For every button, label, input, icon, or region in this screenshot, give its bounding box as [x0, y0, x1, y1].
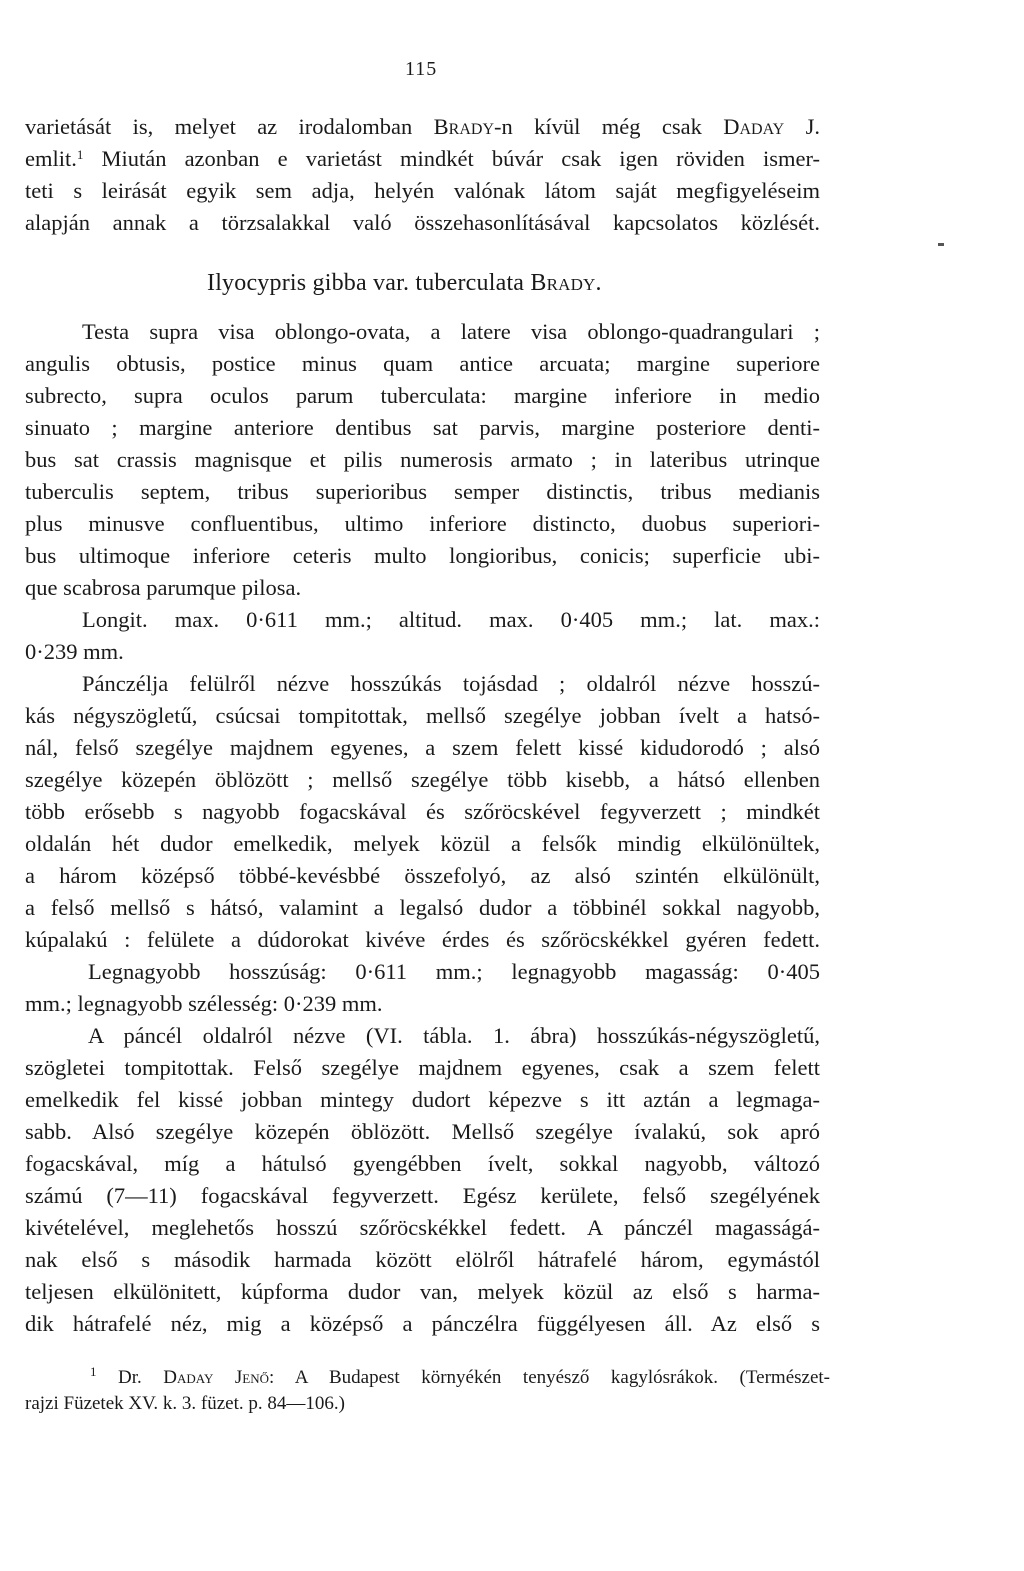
- species-author: Brady.: [530, 270, 602, 296]
- species-name: Ilyocypris gibba var. tuberculata: [207, 270, 531, 296]
- body-line: kivételével, meglehetős hosszú szőröcskékkel fedett. A pánczél magasságá-: [25, 1215, 820, 1240]
- body-line: Pánczélja felülről nézve hosszúkás tojásdad ; oldalról nézve hosszú-: [82, 671, 820, 696]
- body-line: teljesen elkülönitett, kúpforma dudor van, melyek közül az első s harma-: [25, 1279, 820, 1304]
- body-line: nak első s második harmada között elölről hátrafelé három, egymástól: [25, 1247, 820, 1272]
- body-line: oldalán hét dudor emelkedik, melyek közül a felsők mindig elkülönültek,: [25, 831, 820, 856]
- footnote-line: [90, 1366, 830, 1390]
- text-run: varietását is, melyet az irodalomban: [25, 114, 434, 139]
- body-line: bus ultimoque inferiore ceteris multo longioribus, conicis; superficie ubi-: [25, 543, 820, 568]
- body-line: kúpalakú : felülete a dúdorokat kivéve érdes és szőröcskékkel gyéren fedett.: [25, 927, 820, 952]
- body-line: plus minusve confluentibus, ultimo inferiore distincto, duobus superiori-: [25, 511, 820, 536]
- body-line: kás négyszögletű, csúcsai tompitottak, mellső szegélye jobban ívelt a hatsó-: [25, 703, 820, 728]
- body-line: [25, 145, 820, 173]
- text-run: : A Budapest környékén tenyésző kagylósrákok. (Természet-: [269, 1367, 830, 1388]
- body-line: [25, 113, 820, 141]
- body-line: fogacskával, míg a hátulsó gyengébben ívelt, sokkal nagyobb, változó: [25, 1151, 820, 1176]
- margin-mark: [938, 243, 944, 246]
- body-line: több erősebb s nagyobb fogacskával és szőröcskével fegyverzett ; mindkét: [25, 799, 820, 824]
- body-line: tuberculis septem, tribus superioribus semper distinctis, tribus medianis: [25, 479, 820, 504]
- text-run: Dr.: [96, 1367, 164, 1388]
- author-name: Daday Jenő: [163, 1367, 270, 1388]
- body-line: angulis obtusis, postice minus quam antice arcuata; margine superiore: [25, 351, 820, 376]
- footnote-mark: 1: [90, 1364, 97, 1379]
- author-name: Daday: [723, 114, 785, 139]
- text-run: -n kívül még csak: [494, 114, 724, 139]
- body-line: emelkedik fel kissé jobban mintegy dudort képezve s itt aztán a legmaga-: [25, 1087, 820, 1112]
- text-run: J.: [784, 114, 820, 139]
- body-line: szegélye közepén öblözött ; mellső szegélye több kisebb, a hátsó ellenben: [25, 767, 820, 792]
- footnote-ref: 1: [76, 147, 84, 162]
- body-line: a három középső többé-kevésbbé összefolyó, az alsó szintén elkülönült,: [25, 863, 820, 888]
- body-line: nál, felső szegélye majdnem egyenes, a szem felett kissé kidudorodó ; alsó: [25, 735, 820, 760]
- measurement-line: 0·239 mm.: [25, 639, 124, 664]
- text-run: Miután azonban e varietást mindkét búvár csak igen röviden ismer-: [83, 146, 820, 171]
- measurement-line: Longit. max. 0·611 mm.; altitud. max. 0·405 mm.; lat. max.:: [82, 607, 820, 632]
- body-line: que scabrosa parumque pilosa.: [25, 575, 302, 600]
- page-number: 115: [405, 58, 438, 80]
- body-line: A páncél oldalról nézve (VI. tábla. 1. ábra) hosszúkás-négyszögletű,: [88, 1023, 820, 1048]
- body-line: sabb. Alsó szegélye közepén öblözött. Mellső szegélye ívalakú, sok apró: [25, 1119, 820, 1144]
- body-line: szögletei tompitottak. Felső szegélye majdnem egyenes, csak a szem felett: [25, 1055, 820, 1080]
- body-line: bus sat crassis magnisque et pilis numerosis armato ; in lateribus utrinque: [25, 447, 820, 472]
- measurement-line: Legnagyobb hosszúság: 0·611 mm.; legnagyobb magasság: 0·405: [88, 959, 820, 984]
- body-line: sinuato ; margine anteriore dentibus sat parvis, margine posteriore denti-: [25, 415, 820, 440]
- measurement-line: mm.; legnagyobb szélesség: 0·239 mm.: [25, 991, 383, 1016]
- body-line: teti s leirását egyik sem adja, helyén valónak látom saját megfigyeléseim: [25, 178, 820, 203]
- body-line: dik hátrafelé néz, mig a középső a pánczélra függélyesen áll. Az első s: [25, 1311, 820, 1336]
- body-line: számú (7—11) fogacskával fegyverzett. Egész kerülete, felső szegélyének: [25, 1183, 820, 1208]
- body-line: alapján annak a törzsalakkal való összehasonlításával kapcsolatos közlését.: [25, 210, 820, 235]
- author-name: Brady: [433, 114, 494, 139]
- body-line: Testa supra visa oblongo-ovata, a latere visa oblongo-quadrangulari ;: [82, 319, 820, 344]
- text-run: emlit.: [25, 146, 77, 171]
- footnote-line: rajzi Füzetek XV. k. 3. füzet. p. 84—106.): [25, 1393, 345, 1414]
- body-line: subrecto, supra oculos parum tuberculata: margine inferiore in medio: [25, 383, 820, 408]
- body-line: a felső mellső s hátsó, valamint a legalsó dudor a többinél sokkal nagyobb,: [25, 895, 820, 920]
- species-heading: [207, 270, 602, 297]
